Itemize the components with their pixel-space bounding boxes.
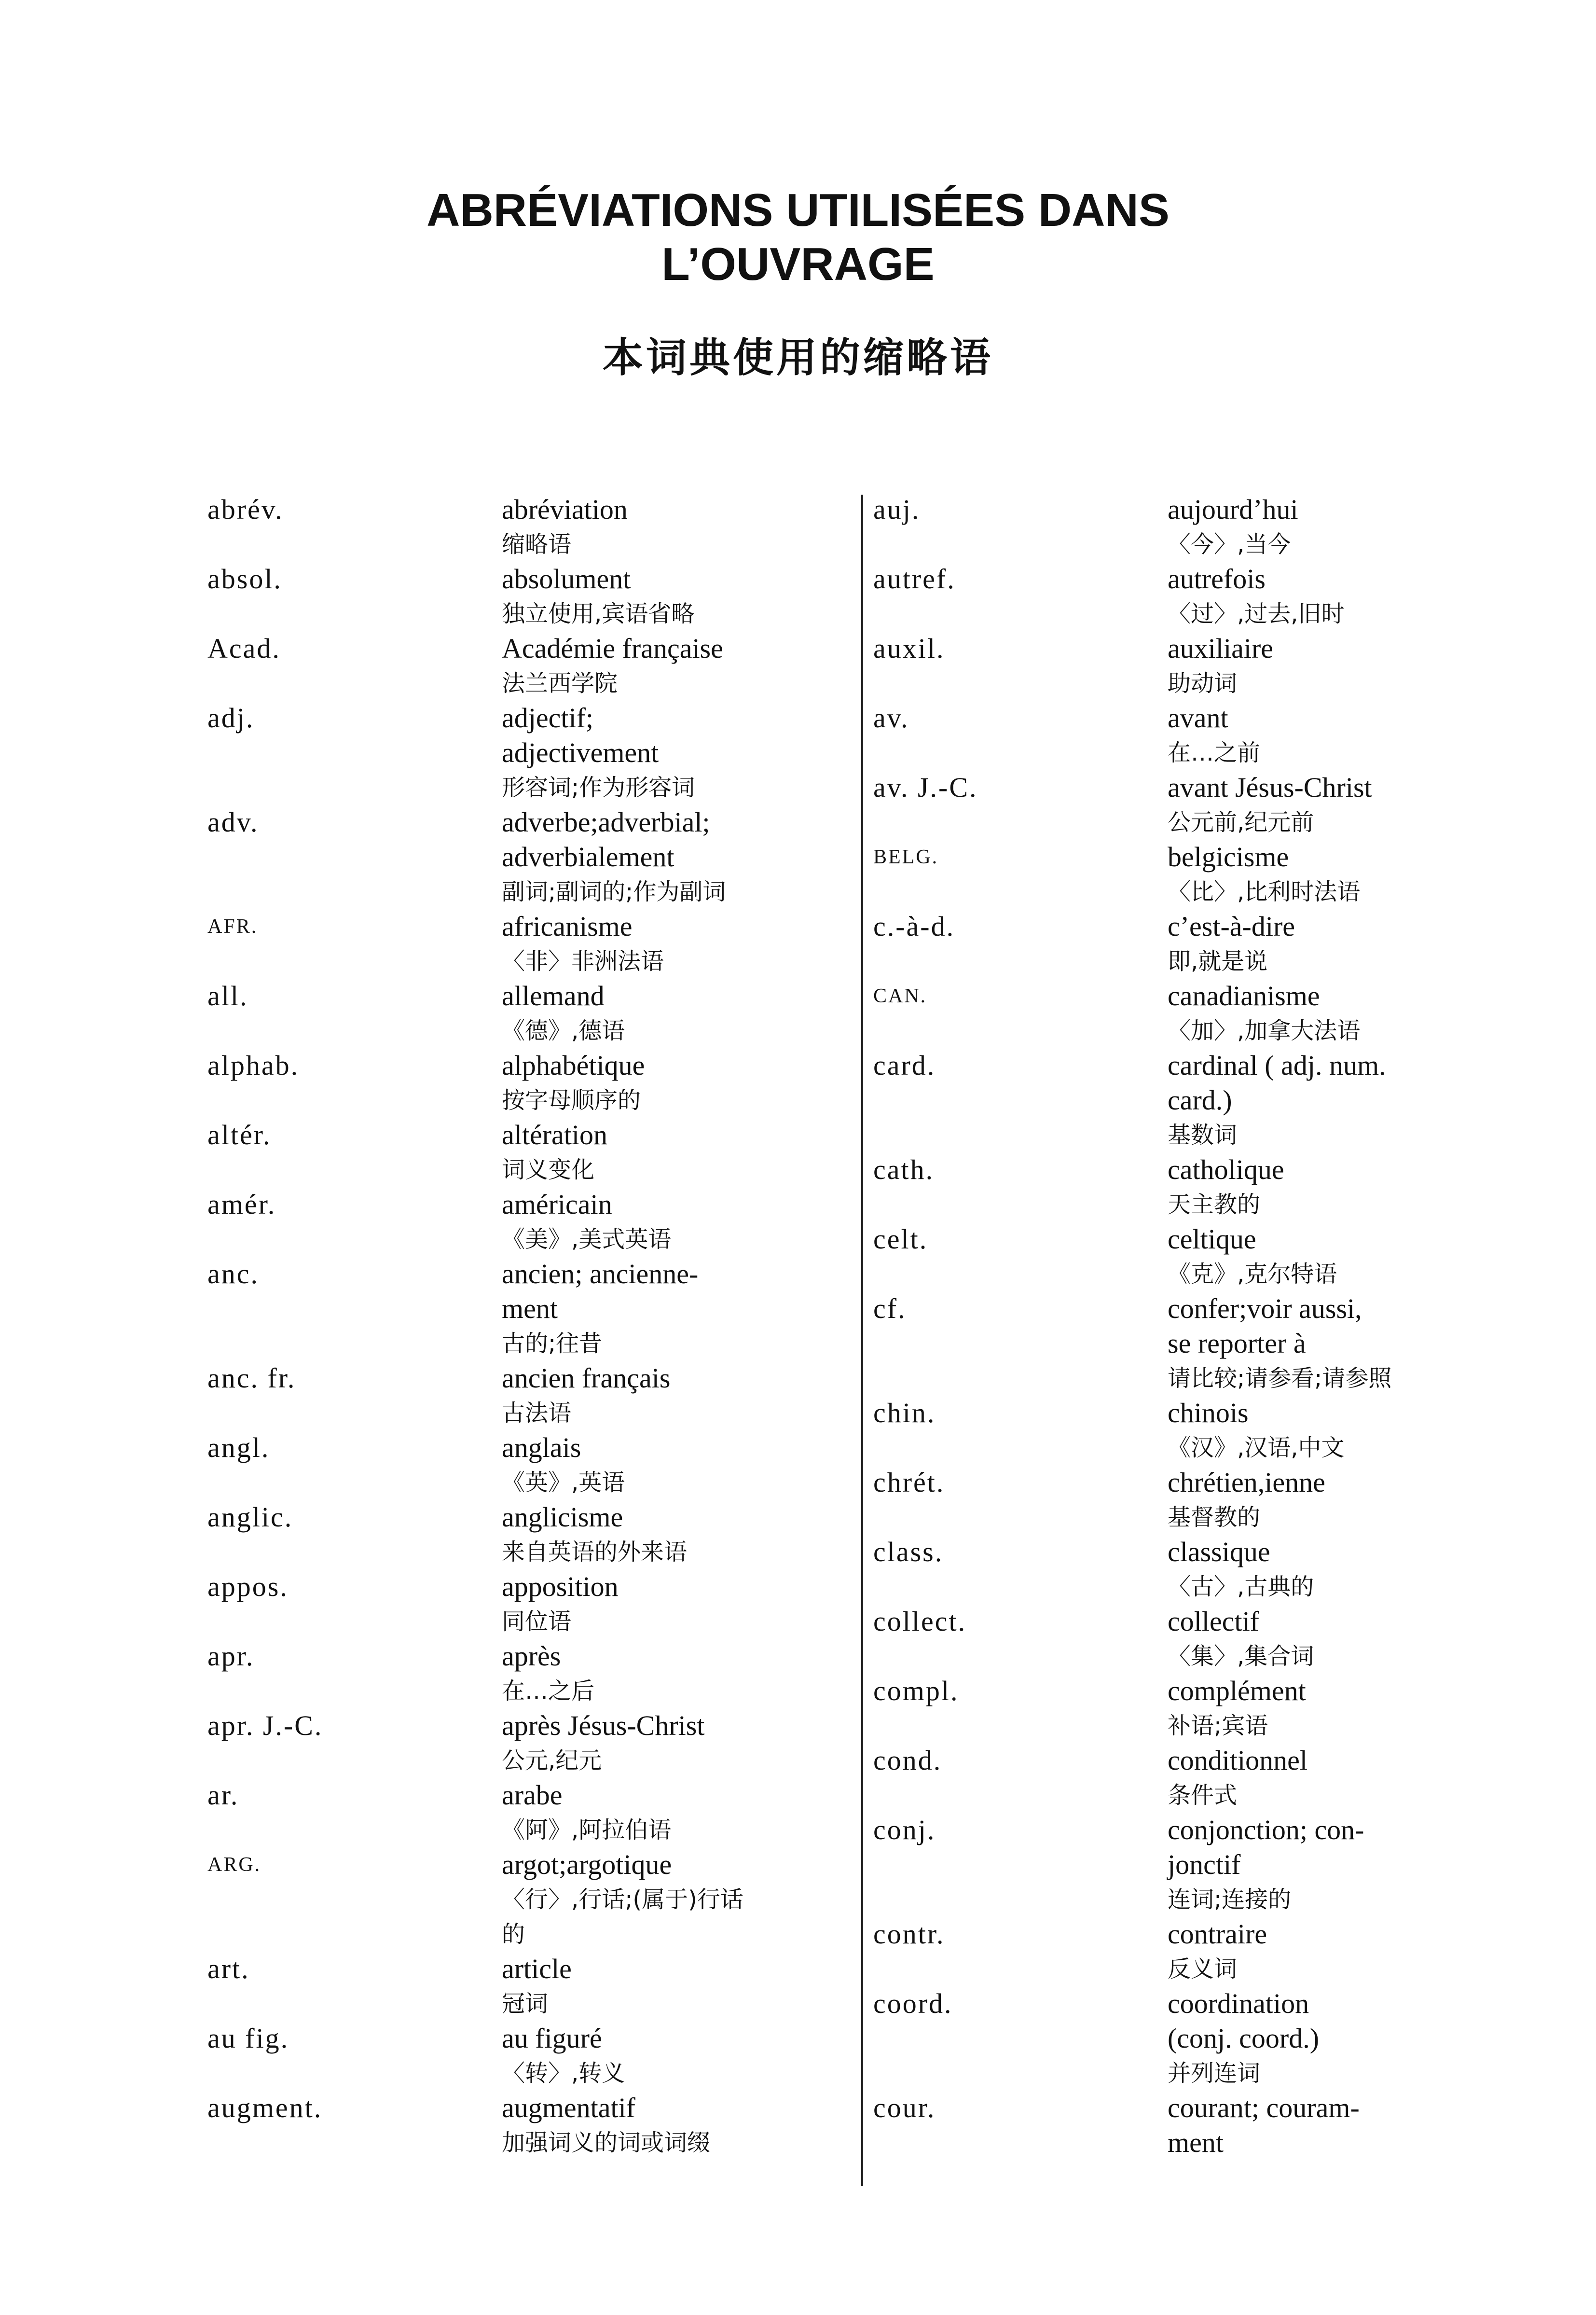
abbreviation-term: BELG. xyxy=(873,846,939,868)
abbreviation-term: autref. xyxy=(873,563,956,595)
chinese-meaning: 形容词;作为形容词 xyxy=(502,774,695,801)
abbreviation-definition xyxy=(502,492,835,562)
chinese-meaning: 加强词义的词或词缀 xyxy=(502,2129,711,2156)
abbreviation-term: appos. xyxy=(207,1571,289,1602)
chinese-meaning: 《英》,英语 xyxy=(502,1469,625,1496)
abbreviation-term: AFR. xyxy=(207,915,258,938)
abbreviation-term: ARG. xyxy=(207,1854,261,1876)
abbreviation-term: auj. xyxy=(873,494,921,525)
chinese-meaning: 基督教的 xyxy=(1168,1504,1261,1531)
french-meaning: courant; couram- ment xyxy=(1168,2092,1360,2158)
abbreviation-entry xyxy=(207,492,835,562)
column-divider xyxy=(861,495,863,2186)
chinese-meaning: 请比较;请参看;请参照 xyxy=(1168,1365,1392,1392)
abbreviation-entry xyxy=(873,1152,1462,1222)
abbreviation-term: cf. xyxy=(873,1293,907,1324)
abbreviation-term: amér. xyxy=(207,1189,276,1220)
french-meaning: absolument xyxy=(502,563,631,595)
chinese-meaning: 《德》,德语 xyxy=(502,1017,625,1044)
chinese-meaning: 《汉》,汉语,中文 xyxy=(1168,1434,1345,1461)
abbreviation-entry xyxy=(873,1048,1462,1152)
french-meaning: collectif xyxy=(1168,1606,1260,1637)
abbreviation-term: au fig. xyxy=(207,2023,289,2054)
chinese-meaning: 冠词 xyxy=(502,1990,549,2017)
abbreviation-definition xyxy=(1168,1743,1462,1813)
abbreviation-entry xyxy=(207,1778,835,1847)
chinese-meaning: 在…之后 xyxy=(502,1677,595,1705)
abbreviation-entry xyxy=(873,909,1462,979)
abbreviation-term: apr. J.-C. xyxy=(207,1710,323,1741)
abbreviation-entry xyxy=(207,979,835,1048)
abbreviation-entry xyxy=(873,1396,1462,1465)
chinese-meaning: 缩略语 xyxy=(502,531,572,558)
abbreviation-term: c.-à-d. xyxy=(873,911,955,942)
french-meaning: cardinal ( adj. num. card.) xyxy=(1168,1050,1386,1116)
chinese-meaning: 〈非〉非洲法语 xyxy=(502,948,664,975)
abbreviation-entry xyxy=(873,840,1462,909)
abbreviation-term: altér. xyxy=(207,1119,272,1151)
french-meaning: complément xyxy=(1168,1675,1306,1706)
abbreviation-entry xyxy=(873,631,1462,701)
chinese-meaning: 〈行〉,行话;(属于)行话 的 xyxy=(502,1886,743,1948)
abbreviation-definition xyxy=(502,1118,835,1187)
french-meaning: auxiliaire xyxy=(1168,633,1274,664)
abbreviation-entry xyxy=(873,492,1462,562)
abbreviation-entry xyxy=(873,1291,1462,1396)
abbreviation-term: celt. xyxy=(873,1223,928,1255)
abbreviation-term: anc. xyxy=(207,1258,259,1289)
chinese-meaning: 独立使用,宾语省略 xyxy=(502,600,695,627)
chinese-meaning: 〈转〉,转义 xyxy=(502,2060,625,2087)
chinese-meaning: 同位语 xyxy=(502,1608,572,1635)
abbreviation-definition xyxy=(502,701,835,805)
french-meaning: conditionnel xyxy=(1168,1745,1307,1776)
abbreviation-entry xyxy=(207,909,835,979)
abbreviation-definition xyxy=(502,1847,835,1952)
chinese-meaning: 来自英语的外来语 xyxy=(502,1539,688,1566)
abbreviation-entry xyxy=(207,1569,835,1639)
abbreviation-term: apr. xyxy=(207,1640,255,1672)
abbreviation-term: angl. xyxy=(207,1432,270,1463)
abbreviation-term: compl. xyxy=(873,1675,959,1706)
abbreviation-entry xyxy=(873,1222,1462,1291)
abbreviation-entry xyxy=(873,1535,1462,1604)
abbreviation-entry xyxy=(873,1743,1462,1813)
abbreviation-definition xyxy=(1168,2091,1462,2160)
chinese-meaning: 〈加〉,加拿大法语 xyxy=(1168,1017,1361,1044)
abbreviation-term: cour. xyxy=(873,2092,936,2123)
french-meaning: arabe xyxy=(502,1779,563,1811)
page-header xyxy=(0,183,1596,384)
abbreviation-definition xyxy=(502,1569,835,1639)
abbreviation-term: anc. fr. xyxy=(207,1362,296,1394)
abbreviation-definition xyxy=(1168,631,1462,701)
french-meaning: après Jésus-Christ xyxy=(502,1710,705,1741)
chinese-meaning: 〈古〉,古典的 xyxy=(1168,1573,1314,1600)
abbreviation-definition xyxy=(502,562,835,631)
abbreviation-entry xyxy=(873,562,1462,631)
abbreviation-entry xyxy=(873,1674,1462,1743)
abbreviation-definition xyxy=(502,2091,835,2160)
abbreviation-definition xyxy=(1168,1291,1462,1396)
chinese-meaning: 古的;往昔 xyxy=(502,1330,603,1357)
french-meaning: contraire xyxy=(1168,1918,1267,1950)
abbreviation-definition xyxy=(502,805,835,909)
abbreviation-term: coord. xyxy=(873,1988,953,2019)
abbreviation-definition xyxy=(1168,492,1462,562)
abbreviation-entry xyxy=(207,1847,835,1952)
page-subtitle: 本词典使用的缩略语 xyxy=(602,334,993,381)
french-meaning: classique xyxy=(1168,1536,1270,1567)
abbreviation-term: av. xyxy=(873,702,909,734)
abbreviation-entry xyxy=(873,770,1462,840)
abbreviation-entry xyxy=(207,562,835,631)
french-meaning: ancien français xyxy=(502,1362,671,1394)
abbreviation-entry xyxy=(873,979,1462,1048)
abbreviation-entry xyxy=(207,701,835,805)
french-meaning: adjectif; adjectivement xyxy=(502,702,659,768)
french-meaning: allemand xyxy=(502,980,605,1012)
abbreviation-term: cath. xyxy=(873,1154,935,1185)
french-meaning: catholique xyxy=(1168,1154,1284,1185)
chinese-meaning: 〈过〉,过去,旧时 xyxy=(1168,600,1345,627)
abbreviation-definition xyxy=(502,1952,835,2021)
left-column xyxy=(207,492,835,2160)
abbreviation-entry xyxy=(873,1917,1462,1986)
chinese-meaning: 副词;副词的;作为副词 xyxy=(502,878,726,905)
abbreviation-definition xyxy=(502,979,835,1048)
abbreviation-definition xyxy=(502,1361,835,1430)
abbreviation-definition xyxy=(1168,1535,1462,1604)
chinese-meaning: 〈比〉,比利时法语 xyxy=(1168,878,1361,905)
french-meaning: aujourd’hui xyxy=(1168,494,1298,525)
abbreviation-definition xyxy=(502,1500,835,1569)
abbreviation-entry xyxy=(873,1604,1462,1674)
abbreviation-definition xyxy=(1168,701,1462,770)
french-meaning: belgicisme xyxy=(1168,841,1289,873)
chinese-meaning: 公元前,纪元前 xyxy=(1168,809,1314,836)
abbreviation-definition xyxy=(1168,562,1462,631)
abbreviation-entry xyxy=(873,701,1462,770)
french-meaning: coordination (conj. coord.) xyxy=(1168,1988,1320,2054)
abbreviation-entry xyxy=(207,1257,835,1361)
abbreviation-entry xyxy=(207,1187,835,1257)
chinese-meaning: 条件式 xyxy=(1168,1782,1238,1809)
abbreviation-definition xyxy=(502,1430,835,1500)
abbreviation-definition xyxy=(502,909,835,979)
french-meaning: altération xyxy=(502,1119,608,1151)
abbreviation-term: all. xyxy=(207,980,248,1012)
chinese-meaning: 公元,纪元 xyxy=(502,1747,602,1774)
abbreviation-term: collect. xyxy=(873,1606,967,1637)
abbreviation-term: absol. xyxy=(207,563,282,595)
abbreviation-entry xyxy=(873,1986,1462,2091)
chinese-meaning: 〈今〉,当今 xyxy=(1168,531,1291,558)
abbreviation-term: contr. xyxy=(873,1918,945,1950)
chinese-meaning: 在…之前 xyxy=(1168,739,1261,766)
french-meaning: argot;argotique xyxy=(502,1849,672,1880)
abbreviation-term: ar. xyxy=(207,1779,239,1811)
abbreviation-definition xyxy=(1168,1152,1462,1222)
chinese-meaning: 词义变化 xyxy=(502,1156,595,1183)
abbreviation-definition xyxy=(502,1048,835,1118)
chinese-meaning: 法兰西学院 xyxy=(502,670,618,697)
abbreviation-entry xyxy=(207,1430,835,1500)
chinese-meaning: 助动词 xyxy=(1168,670,1238,697)
french-meaning: africanisme xyxy=(502,911,633,942)
chinese-meaning: 〈集〉,集合词 xyxy=(1168,1643,1314,1670)
abbreviation-definition xyxy=(1168,979,1462,1048)
french-meaning: conjonction; con- jonctif xyxy=(1168,1814,1364,1880)
french-meaning: apposition xyxy=(502,1571,619,1602)
french-meaning: avant Jésus-Christ xyxy=(1168,772,1372,803)
abbreviation-entry xyxy=(207,1048,835,1118)
french-meaning: avant xyxy=(1168,702,1228,734)
abbreviation-definition xyxy=(1168,909,1462,979)
french-meaning: alphabétique xyxy=(502,1050,645,1081)
chinese-meaning: 《美》,美式英语 xyxy=(502,1226,672,1253)
chinese-meaning: 连词;连接的 xyxy=(1168,1886,1292,1913)
abbreviation-term: alphab. xyxy=(207,1050,300,1081)
abbreviation-term: CAN. xyxy=(873,985,927,1007)
abbreviation-definition xyxy=(1168,1813,1462,1917)
chinese-meaning: 古法语 xyxy=(502,1400,572,1427)
abbreviation-entry xyxy=(207,1708,835,1778)
chinese-meaning: 补语;宾语 xyxy=(1168,1712,1268,1739)
abbreviation-definition xyxy=(502,1639,835,1708)
abbreviation-term: chrét. xyxy=(873,1467,945,1498)
abbreviation-term: conj. xyxy=(873,1814,936,1845)
abbreviation-definition xyxy=(502,1187,835,1257)
french-meaning: au figuré xyxy=(502,2023,602,2054)
abbreviation-term: auxil. xyxy=(873,633,945,664)
french-meaning: confer;voir aussi, se reporter à xyxy=(1168,1293,1362,1359)
abbreviation-definition xyxy=(1168,1465,1462,1535)
page-title: ABRÉVIATIONS UTILISÉES DANS L’OUVRAGE xyxy=(427,184,1169,290)
french-meaning: c’est-à-dire xyxy=(1168,911,1295,942)
abbreviation-term: Acad. xyxy=(207,633,281,664)
abbreviation-term: anglic. xyxy=(207,1501,293,1533)
chinese-meaning: 反义词 xyxy=(1168,1955,1238,1982)
french-meaning: chinois xyxy=(1168,1397,1249,1428)
abbreviation-entry xyxy=(207,805,835,909)
chinese-meaning: 并列连词 xyxy=(1168,2060,1261,2087)
abbreviation-term: abrév. xyxy=(207,494,284,525)
french-meaning: adverbe;adverbial; adverbialement xyxy=(502,806,710,873)
french-meaning: anglicisme xyxy=(502,1501,623,1533)
abbreviation-definition xyxy=(1168,1674,1462,1743)
abbreviation-definition xyxy=(502,1708,835,1778)
chinese-meaning: 即,就是说 xyxy=(1168,948,1268,975)
french-meaning: augmentatif xyxy=(502,2092,636,2123)
abbreviation-definition xyxy=(1168,1396,1462,1465)
abbreviation-definition xyxy=(1168,1604,1462,1674)
abbreviation-entry xyxy=(873,2091,1462,2160)
french-meaning: Académie française xyxy=(502,633,723,664)
chinese-meaning: 《阿》,阿拉伯语 xyxy=(502,1816,672,1844)
french-meaning: anglais xyxy=(502,1432,581,1463)
french-meaning: celtique xyxy=(1168,1223,1256,1255)
abbreviation-definition xyxy=(502,2021,835,2091)
abbreviation-definition xyxy=(1168,840,1462,909)
abbreviation-entry xyxy=(207,2091,835,2160)
chinese-meaning: 天主教的 xyxy=(1168,1191,1261,1218)
french-meaning: autrefois xyxy=(1168,563,1266,595)
abbreviation-definition xyxy=(502,1778,835,1847)
french-meaning: ancien; ancienne- ment xyxy=(502,1258,699,1324)
french-meaning: chrétien,ienne xyxy=(1168,1467,1325,1498)
right-column xyxy=(873,492,1462,2160)
abbreviation-term: cond. xyxy=(873,1745,942,1776)
abbreviation-term: adj. xyxy=(207,702,255,734)
abbreviation-definition xyxy=(1168,770,1462,840)
abbreviation-entry xyxy=(207,1118,835,1187)
abbreviation-term: adv. xyxy=(207,806,259,838)
abbreviation-term: chin. xyxy=(873,1397,936,1428)
abbreviation-definition xyxy=(502,631,835,701)
french-meaning: américain xyxy=(502,1189,612,1220)
abbreviation-entry xyxy=(873,1813,1462,1917)
abbreviation-definition xyxy=(1168,1048,1462,1152)
french-meaning: abréviation xyxy=(502,494,628,525)
chinese-meaning: 按字母顺序的 xyxy=(502,1087,641,1114)
french-meaning: après xyxy=(502,1640,561,1672)
abbreviation-entry xyxy=(207,631,835,701)
abbreviation-term: card. xyxy=(873,1050,936,1081)
abbreviation-term: art. xyxy=(207,1953,250,1984)
abbreviation-entry xyxy=(873,1465,1462,1535)
abbreviation-definition xyxy=(1168,1986,1462,2091)
abbreviation-term: class. xyxy=(873,1536,944,1567)
abbreviation-definition xyxy=(1168,1222,1462,1291)
abbreviation-definition xyxy=(1168,1917,1462,1986)
abbreviation-term: av. J.-C. xyxy=(873,772,978,803)
french-meaning: article xyxy=(502,1953,572,1984)
french-meaning: canadianisme xyxy=(1168,980,1320,1012)
abbreviation-term: augment. xyxy=(207,2092,323,2123)
abbreviation-definition xyxy=(502,1257,835,1361)
abbreviation-entry xyxy=(207,1952,835,2021)
abbreviation-entry xyxy=(207,1639,835,1708)
chinese-meaning: 《克》,克尔特语 xyxy=(1168,1261,1337,1288)
abbreviation-entry xyxy=(207,1361,835,1430)
abbreviation-entry xyxy=(207,1500,835,1569)
chinese-meaning: 基数词 xyxy=(1168,1122,1238,1149)
abbreviation-entry xyxy=(207,2021,835,2091)
